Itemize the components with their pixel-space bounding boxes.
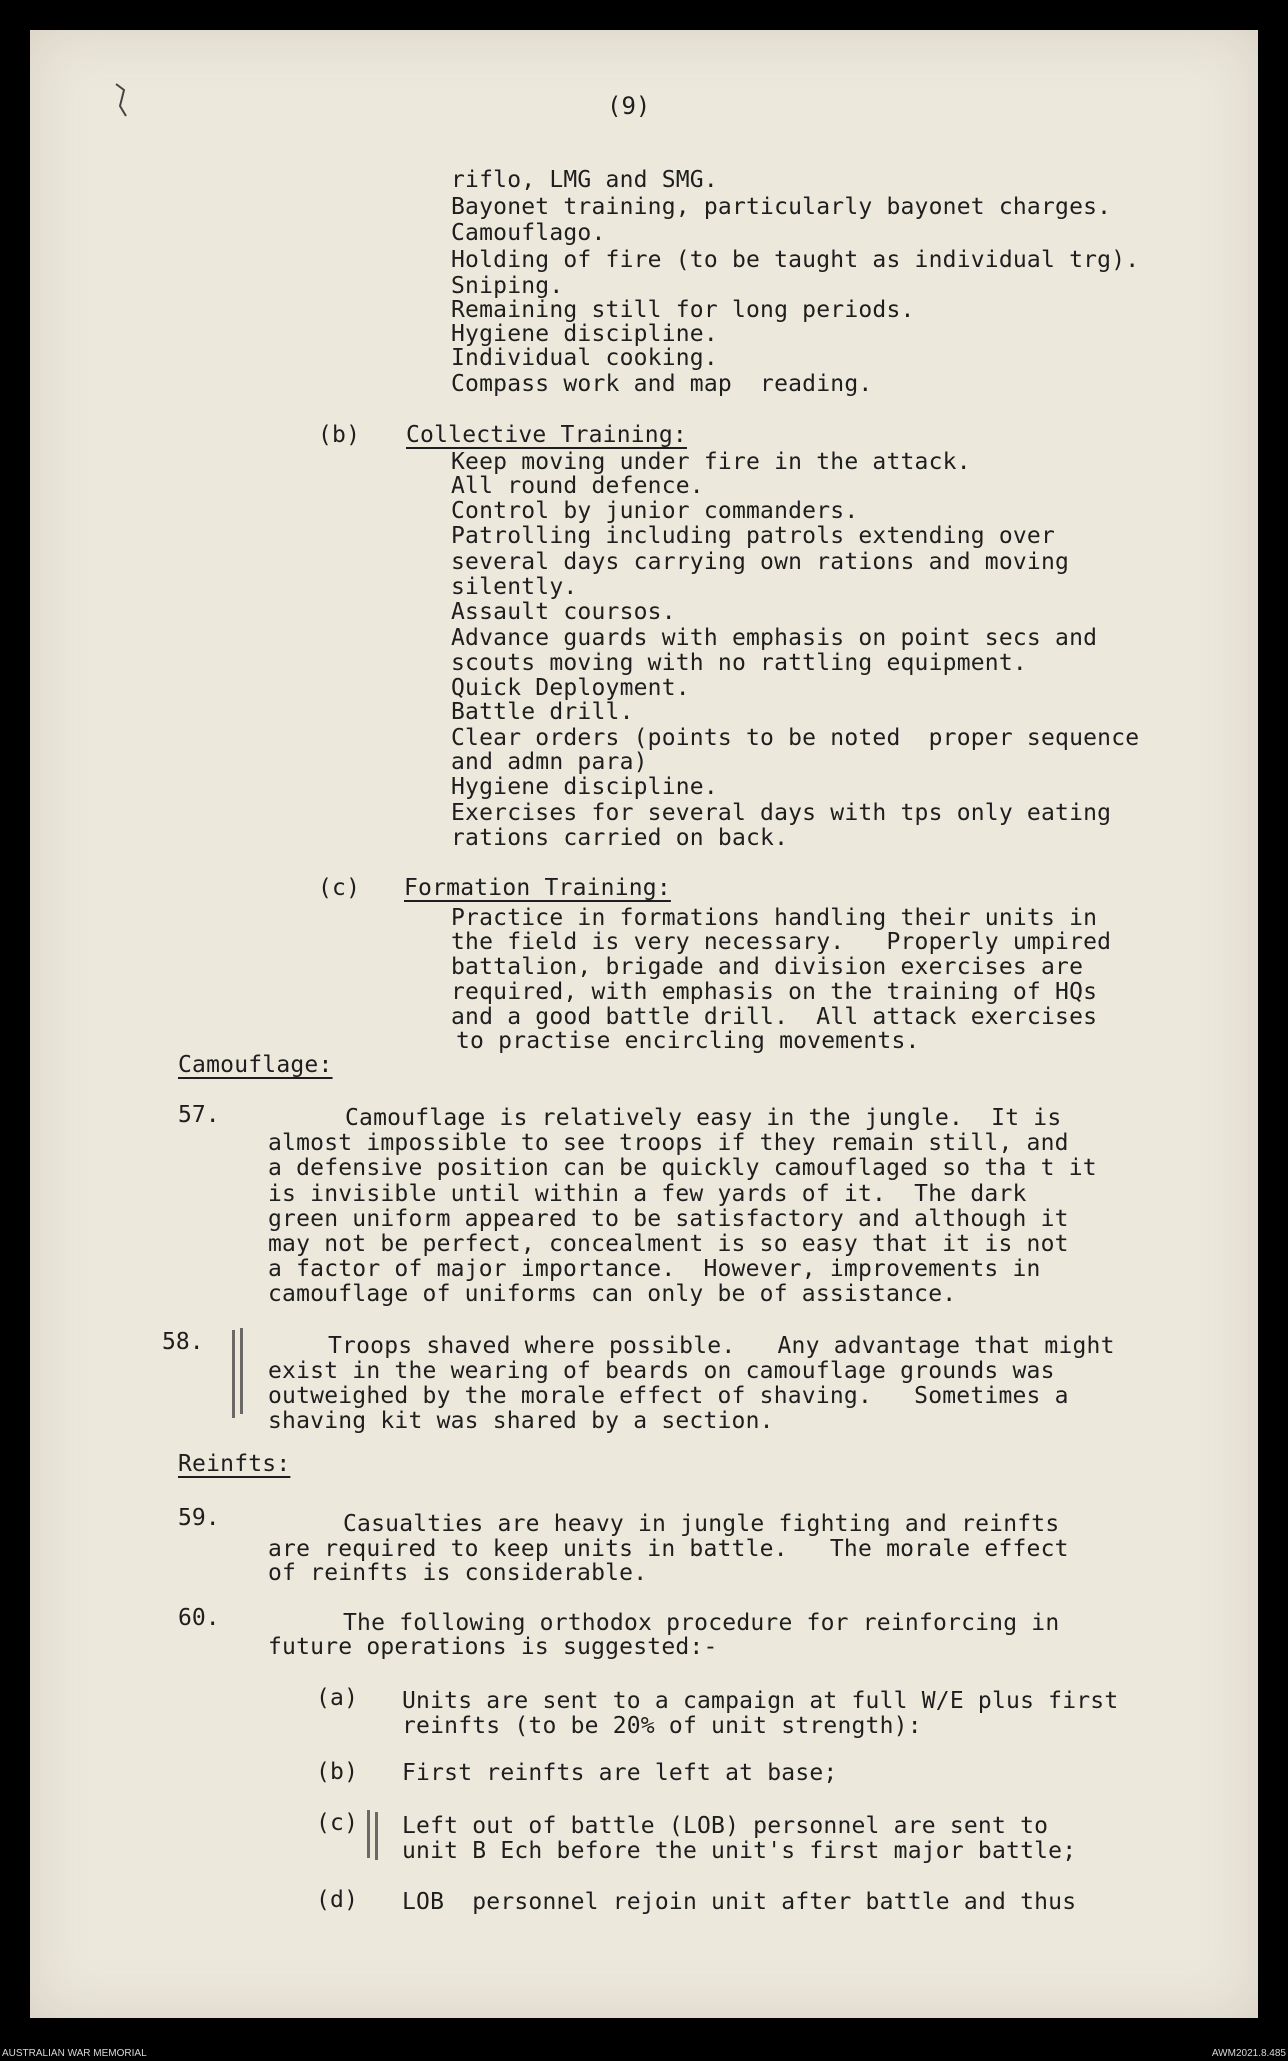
para59-line: of reinfts is considerable. (268, 1560, 648, 1586)
formation-line: Practice in formations handling their units in (451, 905, 1098, 931)
para59-line: are required to keep units in battle. The morale effect (268, 1536, 1069, 1562)
item-marker: (d) (316, 1887, 359, 1913)
paragraph-number: 59. (178, 1505, 220, 1531)
pencil-margin-mark (367, 1810, 370, 1858)
individual-item: Compass work and map reading. (451, 371, 873, 397)
individual-item: Individual cooking. (451, 345, 718, 371)
formation-line: the field is very necessary. Properly umpired (451, 929, 1112, 955)
footer-credit: AUSTRALIAN WAR MEMORIAL (2, 2048, 147, 2059)
section-heading-camouflage: Camouflage: (178, 1052, 333, 1078)
subitem-line: unit B Ech before the unit's first major battle; (402, 1838, 1077, 1864)
collective-line: Advance guards with emphasis on point secs and (451, 625, 1098, 651)
subitem-line: First reinfts are left at base; (402, 1760, 838, 1786)
pencil-tick-mark (110, 80, 132, 120)
collective-line: scouts moving with no rattling equipment. (451, 650, 1027, 676)
para57-line: a defensive position can be quickly camouflaged so tha t it (268, 1155, 1097, 1181)
collective-line: several days carrying own rations and moving (451, 549, 1070, 575)
formation-line: to practise encircling movements. (456, 1028, 920, 1054)
formation-line: and a good battle drill. All attack exercises (451, 1004, 1098, 1030)
paragraph-number: 60. (178, 1605, 220, 1631)
item-marker: (b) (318, 422, 361, 448)
section-heading-formation: Formation Training: (404, 875, 671, 901)
subitem-line: Units are sent to a campaign at full W/E plus first (402, 1688, 1119, 1714)
collective-line: Clear orders (points to be noted proper sequence (451, 725, 1140, 751)
subitem-line: reinfts (to be 20% of unit strength): (402, 1713, 922, 1739)
para58-line: outweighed by the morale effect of shaving. Sometimes a (268, 1383, 1069, 1409)
individual-item: Camouflago. (451, 220, 606, 246)
paragraph-number: 57. (178, 1102, 220, 1128)
subitem-line: LOB personnel rejoin unit after battle and thus (402, 1889, 1077, 1915)
collective-line: Keep moving under fire in the attack. (451, 449, 971, 475)
para60-line: The following orthodox procedure for reinforcing in (343, 1610, 1060, 1636)
collective-line: Battle drill. (451, 699, 634, 725)
section-heading-reinfts: Reinfts: (178, 1451, 291, 1477)
item-marker: (c) (316, 1810, 359, 1836)
formation-line: battalion, brigade and division exercises are (451, 954, 1084, 980)
para57-line: may not be perfect, concealment is so easy that it is not (268, 1231, 1069, 1257)
individual-item: riflo, LMG and SMG. (451, 167, 718, 193)
formation-line: required, with emphasis on the training of HQs (451, 979, 1098, 1005)
section-heading-collective: Collective Training: (406, 422, 687, 448)
item-marker: (b) (316, 1759, 359, 1785)
individual-item: Hygiene discipline. (451, 321, 718, 347)
para58-line: Troops shaved where possible. Any advantage that might (328, 1333, 1115, 1359)
individual-item: Remaining still for long periods. (451, 297, 915, 323)
collective-line: silently. (451, 574, 578, 600)
paragraph-number: 58. (162, 1329, 204, 1355)
collective-line: Quick Deployment. (451, 675, 690, 701)
pencil-margin-mark (232, 1330, 235, 1418)
individual-item: Sniping. (451, 273, 564, 299)
collective-line: Patrolling including patrols extending over (451, 523, 1056, 549)
para57-line: almost impossible to see troops if they remain still, and (268, 1130, 1069, 1156)
item-marker: (c) (318, 875, 361, 901)
collective-line: All round defence. (451, 473, 704, 499)
collective-line: Exercises for several days with tps only eating (451, 800, 1112, 826)
footer-accession-number: AWM2021.8.485 (1211, 2048, 1286, 2059)
para58-line: shaving kit was shared by a section. (268, 1408, 774, 1434)
para58-line: exist in the wearing of beards on camouflage grounds was (268, 1358, 1055, 1384)
subitem-line: Left out of battle (LOB) personnel are sent to (402, 1813, 1049, 1839)
item-marker: (a) (316, 1685, 359, 1711)
collective-line: Control by junior commanders. (451, 498, 859, 524)
collective-line: Hygiene discipline. (451, 774, 718, 800)
individual-item: Bayonet training, particularly bayonet charges. (451, 194, 1112, 220)
para60-line: future operations is suggested:- (268, 1634, 718, 1660)
individual-item: Holding of fire (to be taught as individual trg). (451, 247, 1140, 273)
collective-line: rations carried on back. (451, 825, 789, 851)
collective-line: Assault coursos. (451, 599, 676, 625)
para57-line: a factor of major importance. However, improvements in (268, 1256, 1041, 1282)
pencil-margin-mark (240, 1328, 243, 1414)
para57-line: Camouflage is relatively easy in the jungle. It is (345, 1105, 1062, 1131)
para57-line: green uniform appeared to be satisfactory and although it (268, 1206, 1069, 1232)
para57-line: camouflage of uniforms can only be of assistance. (268, 1281, 957, 1307)
page-number: (9) (607, 92, 651, 120)
para59-line: Casualties are heavy in jungle fighting and reinfts (343, 1511, 1060, 1537)
collective-line: and admn para) (451, 749, 648, 775)
para57-line: is invisible until within a few yards of it. The dark (268, 1181, 1027, 1207)
pencil-margin-mark (375, 1812, 378, 1860)
